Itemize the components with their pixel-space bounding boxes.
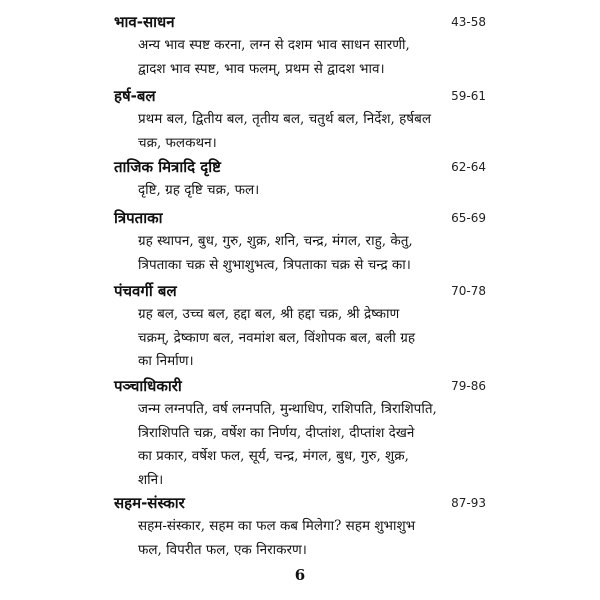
- section-description: [138, 515, 486, 562]
- description-line: द्वादश भाव स्पष्ट, भाव फलम्, प्रथम से द्वादश भाव।: [138, 60, 385, 77]
- section-description: [138, 398, 486, 492]
- description-line: ग्रह स्थापन, बुध, गुरु, शुक्र, शनि, चन्द्र, मंगल, राहु, केतु,: [138, 233, 413, 249]
- section-description: [138, 34, 486, 81]
- section-title: हर्ष-बल: [114, 87, 156, 105]
- page-range: 43-58: [451, 15, 486, 29]
- description-line: ग्रह बल, उच्च बल, हद्दा बल, श्री हद्दा चक्र, श्री द्रेष्काण: [138, 306, 400, 322]
- section-description: [138, 108, 486, 155]
- page-range: 87-93: [451, 496, 486, 510]
- toc-section-tajik-mitradi-drishti: [114, 157, 486, 203]
- description-line: का निर्माण।: [138, 353, 194, 369]
- section-title: पंचवर्गी बल: [114, 282, 177, 300]
- section-title: सहम-संस्कार: [114, 494, 185, 512]
- description-line: जन्म लग्नपति, वर्ष लग्नपति, मुन्थाधिप, राशिपति, त्रिराशिपति,: [138, 401, 437, 417]
- page-range: 62-64: [451, 160, 486, 174]
- toc-section-tripataka: [114, 208, 486, 277]
- description-line: त्रिपताका चक्र से शुभाशुभत्व, त्रिपताका चक्र से चन्द्र का।: [138, 256, 411, 273]
- section-description: [138, 303, 486, 374]
- section-title: ताजिक मित्रादि दृष्टि: [114, 158, 221, 176]
- description-line: फल, विपरीत फल, एक निराकरण।: [138, 541, 307, 558]
- description-line: शनि।: [138, 471, 164, 488]
- description-line: त्रिराशिपति चक्र, वर्षेश का निर्णय, दीप्तांश, दीप्तांश देखने: [138, 424, 415, 441]
- page-range: 70-78: [451, 284, 486, 298]
- section-title: भाव-साधन: [114, 13, 175, 31]
- description-line: का प्रकार, वर्षेश फल, सूर्य, चन्द्र, मंगल, बुध, गुरु, शुक्र,: [138, 448, 409, 464]
- toc-section-harsh-bal: [114, 86, 486, 155]
- toc-section-panchadhikari: [114, 376, 486, 492]
- section-title: त्रिपताका: [114, 209, 163, 227]
- description-line: प्रथम बल, द्वितीय बल, तृतीय बल, चतुर्थ बल, निर्देश, हर्षबल: [138, 111, 431, 127]
- page-number: 6: [294, 566, 306, 584]
- description-line: चक्रम्, द्रेष्काण बल, नवमांश बल, विंशोपक बल, बली ग्रह: [138, 329, 415, 346]
- toc-section-saham-sanskar: [114, 493, 486, 562]
- section-description: [138, 179, 486, 203]
- page-range: 59-61: [451, 89, 486, 103]
- toc-section-bhav-sadhan: [114, 12, 486, 81]
- description-line: चक्र, फलकथन।: [138, 134, 217, 151]
- section-description: [138, 230, 486, 277]
- toc-section-panchvargi-bal: [114, 281, 486, 374]
- description-line: सहम-संस्कार, सहम का फल कब मिलेगा? सहम शुभाशुभ: [138, 518, 416, 534]
- page-range: 65-69: [451, 211, 486, 225]
- section-title: पञ्चाधिकारी: [114, 377, 182, 395]
- description-line: दृष्टि, ग्रह दृष्टि चक्र, फल।: [138, 182, 260, 198]
- description-line: अन्य भाव स्पष्ट करना, लग्न से दशम भाव साधन सारणी,: [138, 37, 410, 53]
- page-range: 79-86: [451, 379, 486, 393]
